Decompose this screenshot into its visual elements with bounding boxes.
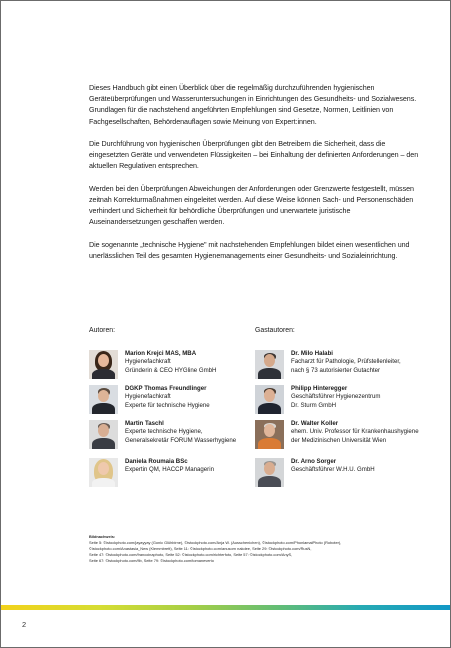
- author-role: Generalsekretär FORUM Wasserhygiene: [125, 436, 237, 444]
- guest-author-card: [255, 458, 445, 490]
- guest-author-card: [255, 385, 445, 417]
- guest-author-card: [255, 350, 445, 382]
- page-number: 2: [22, 620, 27, 629]
- author-role: Hygienefachkraft: [125, 358, 171, 366]
- author-role: Expertin QM, HACCP Managerin: [125, 466, 214, 474]
- author-card: [89, 420, 279, 452]
- guest-author-photo: [255, 458, 284, 487]
- author-role: Experte für technische Hygiene: [125, 401, 210, 409]
- guest-author-role: Geschäftsführer Hygienezentrum: [291, 393, 381, 401]
- author-card: [89, 385, 279, 417]
- guest-author-photo: [255, 420, 284, 449]
- guest-author-role: nach § 73 autorisierter Gutachter: [291, 366, 381, 374]
- guest-author-role: Geschäftsführer W.H.U. GmbH: [291, 466, 375, 474]
- guest-authors-heading: Gastautoren:: [255, 327, 295, 334]
- image-credits: [89, 534, 419, 564]
- author-photo: [89, 458, 118, 487]
- authors-heading: Autoren:: [89, 327, 116, 334]
- author-photo: [89, 420, 118, 449]
- author-name: Daniela Roumaia BSc: [125, 458, 188, 465]
- author-card: [89, 458, 279, 490]
- guest-author-name: Philipp Hinteregger: [291, 385, 348, 392]
- credits-line: Seite 5: ©istockphoto.com/jayayyay (Gonic Glühbirne), ©istockphoto.com/Anja W. (Ausschenichen), ©istockphoto.com/PhonlamaiPhoto (Roboter),: [89, 539, 342, 545]
- guest-author-role: Dr. Sturm GmbH: [291, 401, 337, 409]
- author-name: Marion Krejci MAS, MBA: [125, 350, 197, 357]
- intro-text: [89, 83, 419, 273]
- guest-author-photo: [255, 385, 284, 414]
- guest-author-name: Dr. Arno Sorger: [291, 458, 337, 465]
- author-photo: [89, 350, 118, 379]
- guest-author-name: Dr. Walter Koller: [291, 420, 339, 427]
- author-role: Gründerin & CEO HYGline GmbH: [125, 366, 217, 374]
- guest-author-role: ehem. Univ. Professor für Krankenhaushygiene: [291, 428, 419, 436]
- author-role: Experte technische Hygiene,: [125, 428, 203, 436]
- credits-title: Bildnachweis:: [89, 534, 116, 539]
- credits-line: ©istockphoto.com/Anastasia_New (Klemmbrett), Seite 11: ©istockphoto.com/anusorn nakdee, Seite 29: ©istockphoto.com/RusN,: [89, 545, 312, 551]
- guest-author-card: [255, 420, 445, 452]
- intro-paragraph: Dieses Handbuch gibt einen Überblick über die regelmäßig durchzuführenden hygienischen Geräteüberprüfungen und Wasseruntersuchungen in Einrichtungen des Gesundheits- und Sozialwesens. Grundlagen für die nachstehend angeführten Empfehlungen sind Gesetze, Normen, Leitlinien von Fachgesellschaften, Behördenauflagen sowie Meinung von Expert:innen.: [89, 84, 417, 126]
- guest-author-name: Dr. Milo Halabi: [291, 350, 333, 357]
- author-role: Hygienefachkraft: [125, 393, 171, 401]
- color-gradient-stripe: [1, 605, 450, 610]
- author-card: [89, 350, 279, 382]
- intro-paragraph: Werden bei den Überprüfungen Abweichungen der Anforderungen oder Grenzwerte festgestellt, müssen zeitnah Korrekturmaßnahmen eingeleitet werden. Auf diese Weise können Sach- und Personenschäden verhindert und Sicherheit für behördliche Überprüfungen und unerwartete juristische Auseinandersetzungen geschaffen werden.: [89, 184, 414, 227]
- credits-line: Seite 47: ©istockphoto.com/francoinaphoto, Seite 52: ©istockphoto.com/richterfoto, Seite 57: ©istockphoto.com/AnyS,: [89, 551, 293, 557]
- author-photo: [89, 385, 118, 414]
- author-name: DGKP Thomas Freundlinger: [125, 385, 207, 392]
- guest-author-photo: [255, 350, 284, 379]
- guest-author-role: der Medizinischen Universität Wien: [291, 436, 387, 444]
- credits-line: Seite 67: ©istockphoto.com/fib, Seite 79: ©istockphoto.com/tomaneverto: [89, 557, 214, 563]
- author-name: Martin Taschl: [125, 420, 164, 427]
- intro-paragraph: Die Durchführung von hygienischen Überprüfungen gibt den Betreibern die Sicherheit, dass die eingesetzten Geräte und verwendeten Flüssigkeiten – bei Einhaltung der definierten Anforderungen – den aktuellen Regulativen entsprechen.: [89, 140, 419, 171]
- intro-paragraph: Die sogenannte „technische Hygiene" mit nachstehenden Empfehlungen bildet einen wesentlichen und unerlässlichen Teil des gesamten Hygienemanagements einer Gesundheits- und Sozialeinrichtung.: [89, 240, 410, 260]
- guest-author-role: Facharzt für Pathologie, Prüfstellenleiter,: [291, 358, 401, 366]
